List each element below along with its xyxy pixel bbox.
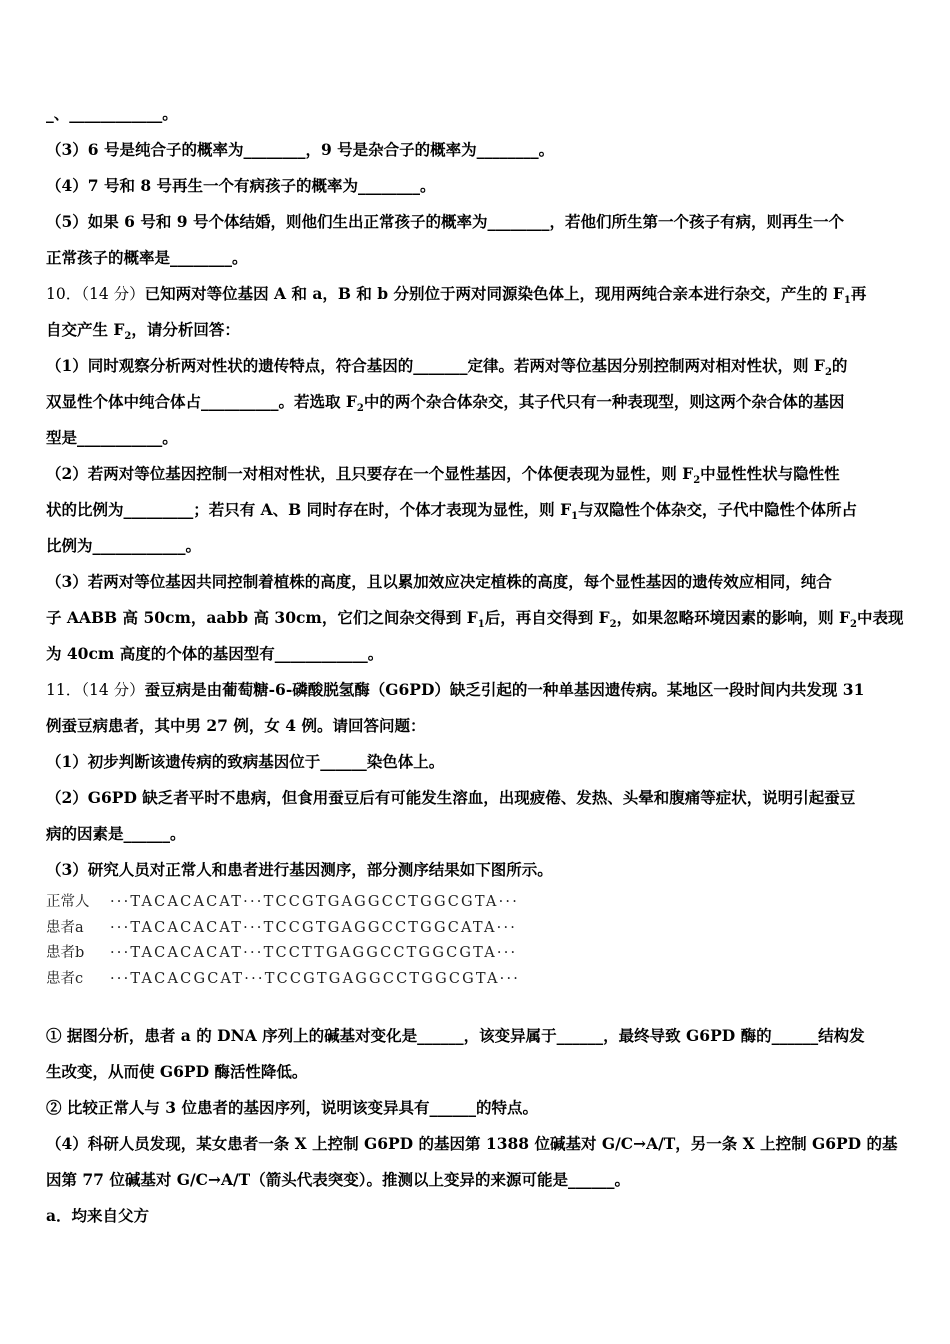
q11-part2-b: 病的因素是______。 [46, 824, 186, 843]
q9-blank-line: _、____________。 [46, 104, 178, 123]
sequence-row: 正常人 ···TACACACAT···TCCGTGAGGCCTGGCGTA··· [46, 894, 519, 910]
q10-part2-c: 比例为____________。 [46, 536, 202, 555]
q9-part5-a: （5）如果 6 号和 9 号个体结婚，则他们生出正常孩子的概率为________，若他们所生第一个孩子有病，则再生一个 [46, 212, 844, 231]
sequence-row: 患者a ···TACACACAT···TCCGTGAGGCCTGGCATA··· [46, 919, 518, 936]
q9-part5-b: 正常孩子的概率是________。 [46, 248, 248, 267]
q10-part3-b: 子 AABB 高 50cm，aabb 高 30cm，它们之间杂交得到 $F_1$后，再自交得到 $F_2$，如果忽略环境因素的影响，则 $F_2$中表现 [46, 608, 904, 631]
q10-part1-c: 型是___________。 [46, 428, 178, 447]
sequence-row: 患者c ···TACACGCAT···TCCGTGAGGCCTGGCGTA··· [46, 970, 521, 987]
q10-part1-b: 双显性个体中纯合体占__________。若选取 $F_2$中的两个杂合体杂交，其子代只有一种表现型，则这两个杂合体的基因 [46, 392, 845, 415]
sequence-row: 患者b ···TACACACAT···TCCTTGAGGCCTGGCGTA··· [46, 945, 518, 961]
q10-part2-a: （2）若两对等位基因控制一对相对性状，且只要存在一个显性基因，个体便表现为显性，则 $F_2$中显性性状与隐性性 [46, 464, 840, 487]
q11-circle2: ② 比较正常人与 3 位患者的基因序列，说明该变异具有______的特点。 [46, 1098, 538, 1117]
q10-stem-b: 自交产生 $F_2$，请分析回答： [46, 320, 240, 343]
q10-part2-b: 状的比例为_________；若只有 A、B 同时存在时，个体才表现为显性，则 $F_1$与双隐性个体杂交，子代中隐性个体所占 [46, 500, 858, 523]
exam-page [46, 96, 908, 1234]
q10-stem-a: 10．（14 分）已知两对等位基因 A 和 a，B 和 b 分别位于两对同源染色体上，现用两纯合亲本进行杂交，产生的 $F_1$再 [46, 284, 867, 307]
q10-part3-c: 为 40cm 高度的个体的基因型有____________。 [46, 644, 384, 663]
q9-part3: （3）6 号是纯合子的概率为________，9 号是杂合子的概率为________。 [46, 140, 555, 159]
q11-option-a: a．均来自父方 [46, 1206, 150, 1225]
q11-part2-a: （2）G6PD 缺乏者平时不患病，但食用蚕豆后有可能发生溶血，出现疲倦、发热、头晕和腹痛等症状，说明引起蚕豆 [46, 788, 856, 807]
q11-part4-b: 因第 77 位碱基对 G/C→A/T（箭头代表突变）。推测以上变异的来源可能是______。 [46, 1170, 630, 1189]
q10-number: 10．（14 分） [46, 285, 145, 303]
q11-circle1-a: ① 据图分析，患者 a 的 DNA 序列上的碱基对变化是______，该变异属于______，最终导致 G6PD 酶的______结构发 [46, 1026, 865, 1045]
q9-part4: （4）7 号和 8 号再生一个有病孩子的概率为________。 [46, 176, 436, 195]
q11-part3: （3）研究人员对正常人和患者进行基因测序，部分测序结果如下图所示。 [46, 860, 553, 879]
q10-part1-a: （1）同时观察分析两对性状的遗传特点，符合基因的_______定律。若两对等位基因分别控制两对相对性状，则 $F_2$的 [46, 356, 848, 379]
q11-number: 11．（14 分） [46, 681, 145, 699]
sequence-figure [46, 888, 908, 992]
q11-part4-a: （4）科研人员发现，某女患者一条 X 上控制 G6PD 的基因第 1388 位碱基对 G/C→A/T，另一条 X 上控制 G6PD 的基 [46, 1134, 898, 1153]
q11-stem-b: 例蚕豆病患者，其中男 27 例，女 4 例。请回答问题： [46, 716, 426, 735]
q10-part3-a: （3）若两对等位基因共同控制着植株的高度，且以累加效应决定植株的高度，每个显性基因的遗传效应相同，纯合 [46, 572, 832, 591]
q11-part1: （1）初步判断该遗传病的致病基因位于______染色体上。 [46, 752, 445, 771]
q11-stem-a: 11．（14 分）蚕豆病是由葡萄糖-6-磷酸脱氢酶（G6PD）缺乏引起的一种单基因遗传病。某地区一段时间内共发现 31 [46, 680, 865, 699]
q11-circle1-b: 生改变，从而使 G6PD 酶活性降低。 [46, 1062, 308, 1081]
